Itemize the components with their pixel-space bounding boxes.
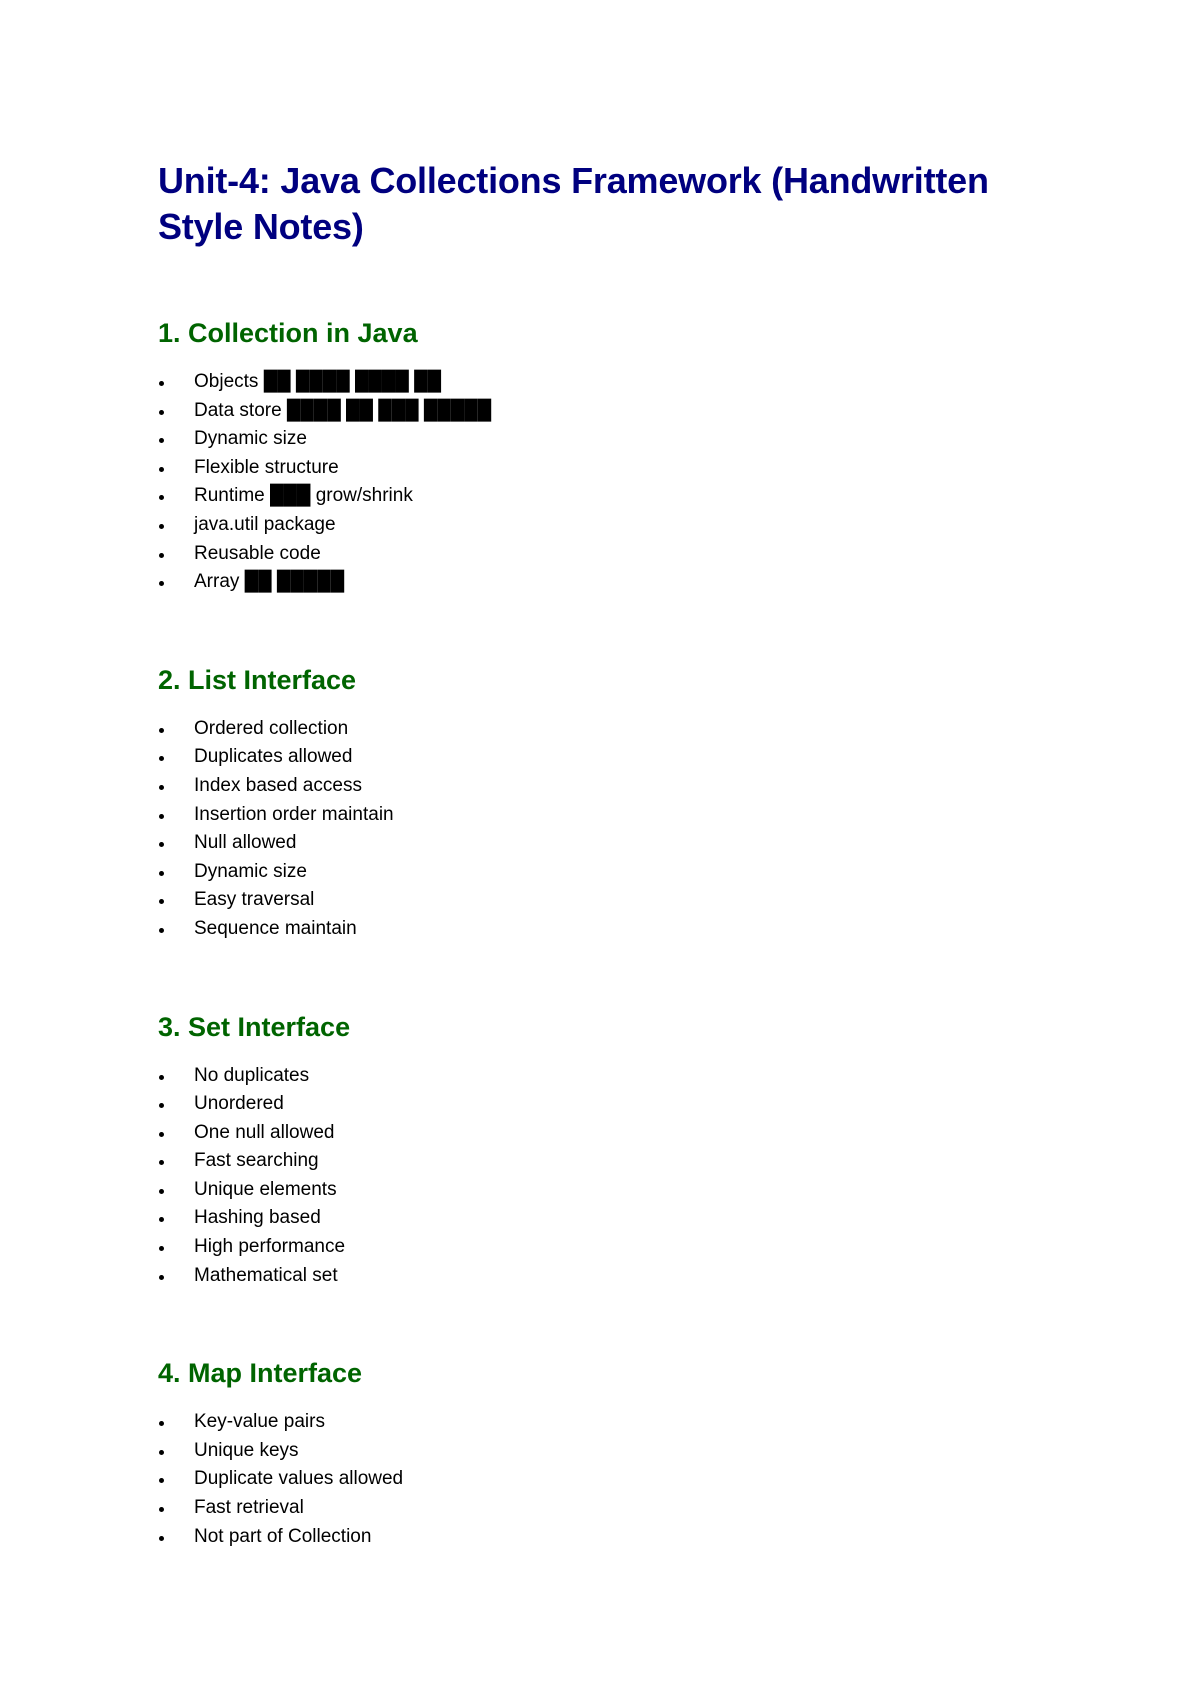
bullet-icon xyxy=(159,553,164,558)
list-item-text: Unordered xyxy=(194,1093,284,1115)
list-item-text: Array ██ █████ xyxy=(194,571,345,593)
bullet-icon xyxy=(159,381,164,386)
section-heading: 1. Collection in Java xyxy=(158,318,418,348)
bullet-icon xyxy=(159,1189,164,1194)
list-item xyxy=(158,743,1058,772)
list-item xyxy=(158,801,1058,830)
bullet-list xyxy=(158,1062,1058,1291)
bullet-icon xyxy=(159,1132,164,1137)
list-item xyxy=(158,1062,1058,1091)
bullet-icon xyxy=(159,1217,164,1222)
list-item xyxy=(158,1119,1058,1148)
list-item-text: Easy traversal xyxy=(194,889,315,911)
bullet-list xyxy=(158,1408,1058,1551)
list-item-text: Key-value pairs xyxy=(194,1411,325,1433)
list-item xyxy=(158,511,1058,540)
list-item-text: Duplicates allowed xyxy=(194,746,353,768)
list-item xyxy=(158,1523,1058,1552)
list-item-text: Ordered collection xyxy=(194,717,349,739)
list-item xyxy=(158,915,1058,944)
section-heading: 2. List Interface xyxy=(158,664,357,695)
list-item xyxy=(158,1204,1058,1233)
bullet-icon xyxy=(159,1075,164,1080)
bullet-icon xyxy=(159,524,164,529)
list-item-text: Duplicate values allowed xyxy=(194,1468,404,1490)
bullet-icon xyxy=(159,928,164,933)
bullet-icon xyxy=(159,1450,164,1455)
section-collection-in-java xyxy=(158,316,1058,597)
list-item-text: Runtime ███ grow/shrink xyxy=(194,485,413,507)
list-item-text: One null allowed xyxy=(194,1121,335,1143)
list-item xyxy=(158,1494,1058,1523)
list-item xyxy=(158,368,1058,397)
list-item xyxy=(158,1147,1058,1176)
bullet-icon xyxy=(159,728,164,733)
list-item xyxy=(158,568,1058,597)
bullet-icon xyxy=(159,899,164,904)
list-item-text: Objects ██ ████ ████ ██ xyxy=(194,371,442,392)
list-item-text: Fast searching xyxy=(194,1150,319,1172)
bullet-icon xyxy=(159,785,164,790)
list-item xyxy=(158,858,1058,887)
bullet-icon xyxy=(159,467,164,472)
list-item-text: Dynamic size xyxy=(194,860,307,882)
list-item xyxy=(158,425,1058,454)
section-heading: 3. Set Interface xyxy=(158,1011,351,1042)
list-item xyxy=(158,1408,1058,1437)
list-item xyxy=(158,772,1058,801)
bullet-icon xyxy=(159,1507,164,1512)
list-item xyxy=(158,397,1058,426)
list-item-text: Flexible structure xyxy=(194,456,339,478)
list-item-text: Hashing based xyxy=(194,1207,321,1229)
bullet-icon xyxy=(159,581,164,586)
section-set-interface xyxy=(158,1010,1058,1291)
list-item-text: Unique elements xyxy=(194,1178,337,1200)
list-item-text: Unique keys xyxy=(194,1439,299,1461)
bullet-icon xyxy=(159,438,164,443)
bullet-icon xyxy=(159,814,164,819)
bullet-icon xyxy=(159,410,164,415)
list-item-text: java.util package xyxy=(194,513,336,535)
list-item-text: Mathematical set xyxy=(194,1264,338,1286)
list-item-text: Reusable code xyxy=(194,542,321,564)
document-title: Unit-4: Java Collections Framework (Handwritten Style Notes) xyxy=(158,160,989,247)
list-item xyxy=(158,1262,1058,1291)
list-item-text: Fast retrieval xyxy=(194,1497,304,1519)
bullet-icon xyxy=(159,1421,164,1426)
bullet-icon xyxy=(159,1478,164,1483)
bullet-icon xyxy=(159,1103,164,1108)
list-item-text: Insertion order maintain xyxy=(194,803,394,825)
bullet-list xyxy=(158,368,1058,597)
list-item-text: Index based access xyxy=(194,774,362,796)
list-item xyxy=(158,1465,1058,1494)
list-item xyxy=(158,1090,1058,1119)
list-item xyxy=(158,540,1058,569)
document-page xyxy=(158,158,1058,1551)
bullet-icon xyxy=(159,1536,164,1541)
bullet-icon xyxy=(159,495,164,500)
list-item xyxy=(158,829,1058,858)
list-item-text: Data store ████ ██ ███ █████ xyxy=(194,399,492,421)
list-item-text: No duplicates xyxy=(194,1064,310,1086)
list-item xyxy=(158,1176,1058,1205)
bullet-icon xyxy=(159,1246,164,1251)
list-item xyxy=(158,454,1058,483)
list-item xyxy=(158,715,1058,744)
bullet-icon xyxy=(159,1160,164,1165)
bullet-icon xyxy=(159,756,164,761)
section-heading: 4. Map Interface xyxy=(158,1358,363,1389)
list-item xyxy=(158,482,1058,511)
list-item-text: Null allowed xyxy=(194,832,297,854)
list-item-text: Not part of Collection xyxy=(194,1525,372,1547)
list-item-text: Sequence maintain xyxy=(194,917,357,939)
bullet-list xyxy=(158,715,1058,944)
section-map-interface xyxy=(158,1356,1058,1551)
bullet-icon xyxy=(159,842,164,847)
bullet-icon xyxy=(159,871,164,876)
list-item xyxy=(158,1437,1058,1466)
bullet-icon xyxy=(159,1275,164,1280)
list-item xyxy=(158,1233,1058,1262)
section-list-interface xyxy=(158,663,1058,944)
list-item-text: Dynamic size xyxy=(194,428,307,450)
list-item xyxy=(158,886,1058,915)
list-item-text: High performance xyxy=(194,1236,346,1258)
